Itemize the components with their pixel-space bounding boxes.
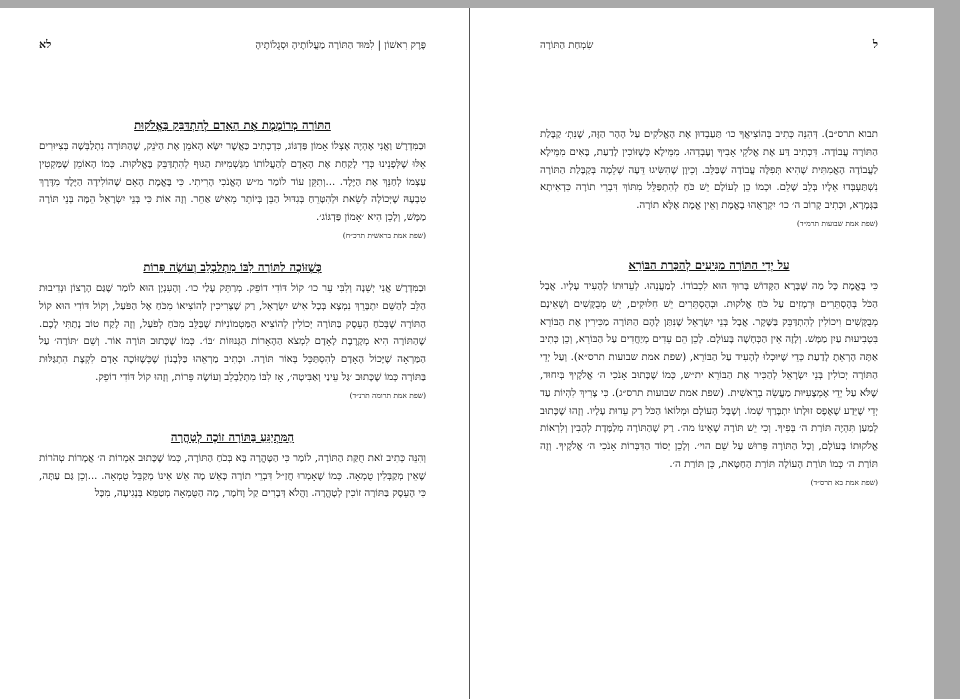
section-heading: כְּשֶׁזּוֹכֶה לַתּוֹרָה לִבּוֹ מִתְלַבְלֵב וְעוֹשֶׂה פֵּרוֹת	[143, 259, 322, 274]
left-page-number: לא	[39, 38, 52, 51]
left-page-content	[39, 118, 426, 503]
intro-text: תבוא תרס״ב). דְּהִנֵּה כְּתִיב בְּהוֹצִיאֲךָ כו׳ תַּעַבְדוּן אֶת הָאֱלֹקִים עַל הָהָר הַזֶּה, שֶׁנִּתְ׳ קַבָּלַת הַתּוֹרָה עֲבוֹדָה. דִּכְתִיב דַּע אֶת אֱלֹקֵי אָבִיךָ וְעָבְדֵהוּ. מִמֵּילָא כְּשֶׁזּוֹכִין לָדַעַת, בָּאִים מִמֵּילָא לַעֲבוֹדָה הָאֲמִתִּית שֶׁהִיא תְּפִלָּה עֲבוֹדָה שֶׁבַּלֵּב. וְכֵיוָן שֶׁהִשִּׂיגוּ דֵּעָה שְׁלֵמָה בְּקַבָּלַת הַתּוֹרָה נִשְׁתַּעְבְּדוּ אֵלָיו בְּלֵב שָׁלֵם. וּכְמוֹ כֵן לְעוֹלָם יֵשׁ כֹּחַ לְהִתְפַּלֵּל מִתּוֹךְ דִּבְרֵי תוֹרָה כִּדְאִיתָא בַּגְּמָרָא, וּכְתִיב קָרוֹב ה׳ כו׳ יִקְרָאֻהוּ בֶאֱמֶת וְאֵין אֱמֶת אֶלָּא תוֹרָה.	[540, 129, 878, 212]
source-citation: (שפת אמת תרומה תרנ״ד)	[349, 390, 426, 400]
section-heading: עַל יְדֵי הַתּוֹרָה מַגִּיעִים לְהַכָּרַת הַבּוֹרֵא	[628, 257, 790, 272]
section-text: וְהִנֵּה כְּתִיב זֹאת חֻקַּת הַתּוֹרָה, לוֹמַר כִּי הַטָּהֳרָה בָּא בְּכֹחַ הַתּוֹרָה, כְּמוֹ שֶׁכָּתוּב אִמְרוֹת ה׳ אֲמָרוֹת טְהֹרוֹת שֶׁאֵין מְקַבְּלִין טֻמְאָה. כְּמוֹ שֶׁאָמְרוּ חֲזַ״ל דִּבְרֵי תוֹרָה כָּאֵשׁ מָה אֵשׁ אֵינוֹ מְקַבֵּל טֻמְאָה. ...וְכֵן גַּם עַתָּה, כִּי הָעֵסֶק בַּתּוֹרָה זוֹכִין לְטָהֳרָה. וַהֲלֹא דְּבָרִים קַל וָחֹמֶר, מָה הַטֻּמְאָה מְטַמֵּא בְּנְגִיעָה, מִכָּל	[39, 452, 426, 500]
section-text: כִּי בֶּאֱמֶת כָּל מַה שֶּׁבָּרָא הַקָּדוֹשׁ בָּרוּךְ הוּא לִכְבוֹדוֹ. לְמַעֲנֵהוּ. לְעֵדוּתוֹ לְהָעִיד עָלָיו. אֲבָל הַכֹּל בְּהֶסְתֵּרִים וּרְמָזִים עַל כֹּחַ אֱלֹקוּת. וּבְהֶסְתֵּרִים יֵשׁ חִלּוּקִים, יֵשׁ מְבֻקָּשִׁים וְשֶׁאֵינָם מְבֻקָּשִׁים וִיכוֹלִין לְהִתְדַּבֵּק בַּשֶּׁקֶר. אֲבָל בְּנֵי יִשְׂרָאֵל שֶׁנִּתַּן לָהֶם הַתּוֹרָה מַכִּירִין אֶת הַבּוֹרֵא בִּטְבִיעוּת עַיִן מַמָּשׁ. וְלָזֶה אֵין הַכְּחָשָׁה בָּעוֹלָם. לָכֵן הֵם עֵדִים מְיַחֲדִים עַל הַבּוֹרֵא, וְכֵן כְּתִיב אַתָּה הָרְאֵתָ לָדַעַת כְּדֵי שֶׁיּוּכְלוּ לְהָעִיד עַל הַבּוֹרֵא, (שפת אמת שבועות תרס״א). וְעַל יְדֵי הַתּוֹרָה יְכוֹלִין בְּנֵי יִשְׂרָאֵל לְהַכִּיר אֶת הַבּוֹרֵא ית״ש, כְּמוֹ שֶׁכָּתוּב אָנֹכִי ה׳ אֱלֹקֶיךָ בְּיִחוּד, שֶׁלֹּא עַל יְדֵי אֶמְצָעִיּוּת מַעֲשֵׂה בְרֵאשִׁית. (שפת אמת שבועות תרס״ג). כִּי צָרִיךְ לִהְיוֹת עַד יְדֵי שֶׁיֵּדַע שֶׁאֶפֶס זוּלָתוֹ יִתְבָּרַךְ שְׁמוֹ. וְשֶׁבָּל הָעוֹלָם וּמְלוֹאוֹ הַכֹּל רַק עֵדוּת עָלָיו. וְזֶהוּ שֶׁכָּתוּב לְמַעַן תִּהְיֶה תּוֹרַת ה׳ בְּפִיךָ. וְכִי יֵשׁ תּוֹרָה שֶׁאֵינוֹ מה׳. רַק שֶׁהַתּוֹרָה מְלַמֶּדֶת לְהָבִין וְלִרְאוֹת אֱלֹקוּתוֹ בָּעוֹלָם, וְכָל הַתּוֹרָה פֵּרוּשׁ עַל שֵׁם הוי׳. וְלָכֵן יְסוֹד הַדִּבְּרוֹת אָנֹכִי ה׳ אֱלֹקֶיךָ. וְזֶה תּוֹרַת ה׳ כְּמוֹ תּוֹרַת הָעוֹלָה תּוֹרַת הַחַטָּאת, כֵּן תּוֹרַת ה׳.	[540, 280, 878, 470]
page-spread	[0, 8, 934, 699]
right-running-header	[540, 38, 878, 51]
section-heading: הַמִּתְיַגֵּעַ בַּתּוֹרָה זוֹכֶה לְטָהֳרָה	[170, 429, 295, 444]
right-page-number: ל	[872, 38, 878, 51]
left-page	[0, 8, 470, 699]
right-page-content	[540, 126, 878, 487]
source-citation: (שפת אמת בא תרס״ד)	[810, 477, 878, 487]
source-citation: (שפת אמת שבועות תרמ״ד)	[796, 218, 878, 228]
section-text: וּבַמִּדְרָשׁ אֲנִי יְשֵׁנָה וְלִבִּי עֵר כו׳ קוֹל דּוֹדִי דוֹפֵק. מְרַתֵּק עָלַי כו׳. וְהָעִנְיָן הוּא לוֹמַר שֶׁגַּם הָרָצוֹן וּנְדִיבוּת הַלֵּב לְהַשֵּׁם יִתְבָּרֵךְ נִמְצָא בְּכָל אִישׁ יִשְׂרָאֵל, רַק שֶׁצְּרִיכִין לְהוֹצִיאוֹ מִכֹּחַ אֶל הַפֹּעַל, וְקוֹל דּוֹדִי הוּא קוֹל הַתּוֹרָה שֶׁבְּכֹחַ הָעֵסֶק בַּתּוֹרָה יְכוֹלִין לְהוֹצִיא הַמַּטְמוֹנִיּוֹת שֶׁבַּלֵּב מִכֹּחַ לְפֹעַל, וְזֶה לֶקַח טוֹב נָתַתִּי לָכֶם. שֶׁהַתּוֹרָה הִיא מְקָרֶבֶת לָאָדָם לִמְצֹא הַהֶאָרוֹת הַגְּנוּזוֹת ׳בּוֹ׳. כְּמוֹ שֶׁכָּתוּב תּוֹרָה אוֹר. וְשֵׁם ׳תּוֹרָה׳ עַל הַמַּרְאָה שֶׁיָּכוֹל הָאָדָם לְהִסְתַּכֵּל בְּאוֹר תּוֹרָה. וּכְתִיב מַרְאֵהוּ כַּלְּבָנוֹן שֶׁכְּשֶׁזּוֹכֶה אָדָם לִקְצָת הִתְגַּלּוּת בַּתּוֹרָה כְּמוֹ שֶׁכָּתוּב ׳גַּל עֵינַי וְאַבִּיטָה׳, אָז לִבּוֹ מִתְלַבְלֵב וְעוֹשֶׂה פֵּרוֹת, וְזֶהוּ קוֹל דּוֹדִי דוֹפֵק.	[39, 282, 426, 383]
left-header-title: פֶּרֶק רִאשׁוֹן | לִמּוּד הַתּוֹרָה מַעֲלוֹתֶיהָ וּסְגֻלוֹתֶיהָ	[255, 40, 426, 51]
section-heading: הַתּוֹרָה מְרוֹמֶמֶת אֶת הָאָדָם לְהִתְדַּבֵּק בָּאֱלֹקוּת	[134, 118, 331, 132]
section-text: וּבַמִּדְרָשׁ וַאֲנִי אֶהְיֶה אֶצְלוֹ אָמוֹן פַּדְגּוֹג, כִּדְכְתִיב כַּאֲשֶׁר יִשָּׂא הָאֹמֵן אֶת הַיֹּנֵק, שֶׁהַתּוֹרָה נִתְלַבְּשָׁה בְּצִיּוּרִים אֵלּוּ שֶׁלְּפָנֵינוּ כְּדֵי לָקַחַת אֶת הָאָדָם לְהַעֲלוֹתוֹ מִגַּשְׁמִיּוּת הַגּוּף לְהִתְדַּבֵּק בָּאֱלֹקוּת. כְּמוֹ הָאוֹמֵן שֶׁמַּקְטִין עַצְמוֹ לְחַנֵּךְ אֶת הַיֶּלֶד. ...וְתִקֵּן עוֹד לוֹמַר מ״ש הָאֱנֹכִי הָרִיתִי. כִּי בֶּאֱמֶת הָאֵם שֶׁהוֹלִידָה הַיֶּלֶד מִדֶּרֶךְ טִבְעָהּ שֶׁיְּכוֹלָה לְשֵׂאת וּלְהִטָּרֵחַ בְּגִדּוּל הַבֵּן בְּיוֹתֵר מֵאִישׁ אַחֵר. וְזֶה אוֹת כִּי בְּנֵי יִשְׂרָאֵל הֵמָּה בְּנֵי תּוֹרָה מַמָּשׁ, וְלָכֵן הִיא ׳אָמוֹן פַּדְגּוֹג׳.	[39, 141, 426, 224]
viewer-scrollbar[interactable]	[934, 0, 960, 699]
left-running-header	[39, 38, 426, 51]
source-citation: (שפת אמת בראשית תרכ״ח)	[342, 230, 426, 240]
right-header-title: שִׂמְחַת הַתּוֹרָה	[540, 40, 594, 51]
right-page	[470, 8, 934, 699]
